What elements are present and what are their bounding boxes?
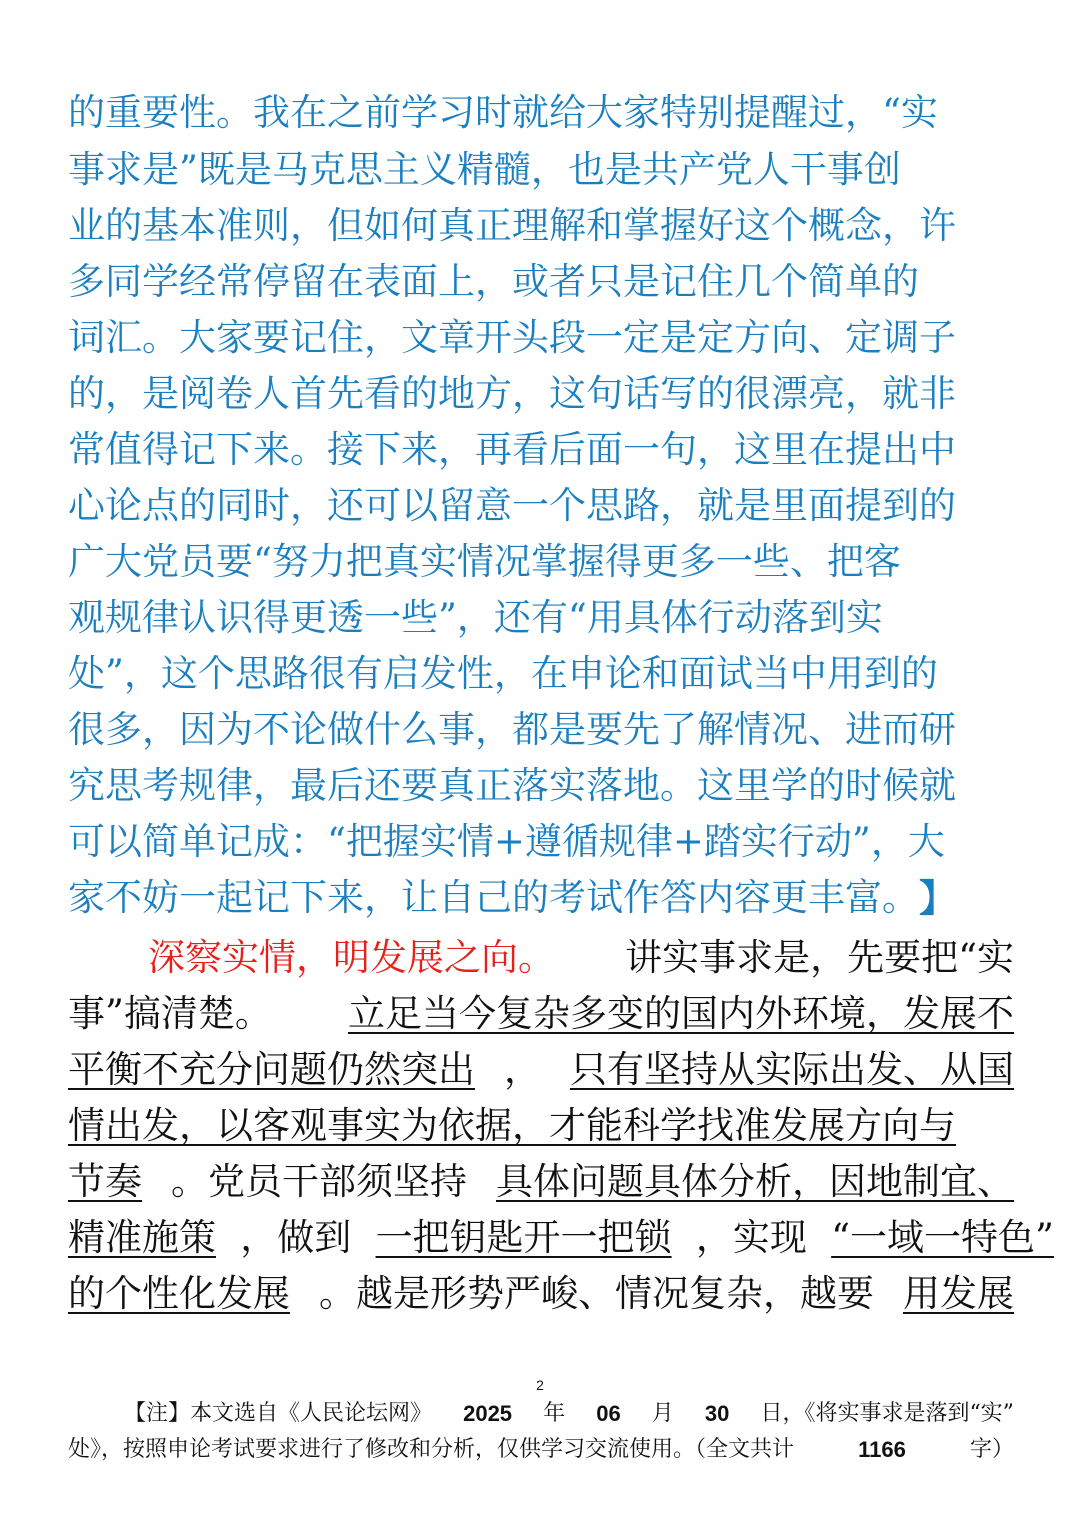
commentary-line — [68, 643, 1014, 705]
underlined-text: 立足当今复杂多变的国内外环境，发展不 — [348, 992, 1014, 1035]
commentary-line — [68, 195, 1014, 257]
footnote-word-count: 1166 — [858, 1437, 906, 1462]
footnote-year: 2025 — [463, 1401, 513, 1426]
article-line — [68, 1039, 1014, 1101]
article-line — [68, 1151, 1014, 1213]
commentary-text: 的，是阅卷人首先看的地方，这句话写的很漂亮，就非 — [68, 372, 956, 415]
commentary-line — [68, 139, 1014, 201]
closing-bracket: 】 — [919, 876, 956, 920]
commentary-line — [68, 867, 1014, 929]
underlined-text: 精准施策 — [68, 1216, 216, 1259]
section-heading: 深察实情，明发展之向。 — [148, 936, 555, 979]
commentary-text: 业的基本准则，但如何真正理解和掌握好这个概念，许 — [68, 204, 956, 247]
footnote-month: 06 — [596, 1401, 621, 1426]
commentary-line — [68, 755, 1014, 817]
commentary-line — [68, 587, 1014, 649]
commentary-text: 的重要性。我在之前学习时就给大家特别提醒过，“实 — [68, 91, 938, 134]
commentary-text: 心论点的同时，还可以留意一个思路，就是里面提到的 — [68, 484, 956, 527]
commentary-text: 词汇。大家要记住，文章开头段一定是定方向、定调子 — [68, 316, 956, 359]
commentary-text: 很多，因为不论做什么事，都是要先了解情况、进而研 — [68, 708, 956, 751]
footnote-text: 【注】本文选自《人民论坛网》 — [124, 1401, 433, 1426]
footnote-text: 年 — [543, 1401, 566, 1426]
underlined-text: 具体问题具体分析，因地制宜、 — [496, 1160, 1014, 1203]
footnote-text: 字） — [969, 1437, 1014, 1462]
commentary-line — [68, 475, 1014, 537]
commentary-line — [68, 699, 1014, 761]
footnote-line — [68, 1396, 1014, 1432]
commentary-text: 常值得记下来。接下来，再看后面一句，这里在提出中 — [68, 428, 956, 471]
footnote-day: 30 — [704, 1401, 730, 1426]
commentary-line — [68, 251, 1014, 313]
footnote-text: 月 — [651, 1401, 674, 1426]
underlined-text: 情出发，以客观事实为依据，才能科学找准发展方向与 — [68, 1104, 956, 1147]
commentary-text: 处”，这个思路很有启发性，在申论和面试当中用到的 — [68, 652, 938, 695]
commentary-text: 广大党员要“努力把真实情况掌握得更多一些、把客 — [68, 540, 901, 583]
commentary-line — [68, 419, 1014, 481]
article-line — [68, 1263, 1014, 1325]
article-text: 。党员干部须坚持 — [171, 1160, 467, 1203]
commentary-line — [68, 307, 1014, 369]
underlined-text: 只有坚持从实际出发、从国 — [570, 1048, 1014, 1091]
underlined-text: 的个性化发展 — [68, 1272, 290, 1315]
footnote-line — [68, 1432, 1014, 1468]
commentary-line — [68, 363, 1014, 425]
underlined-text: 节奏 — [68, 1160, 142, 1203]
commentary-line — [68, 531, 1014, 593]
commentary-text: 究思考规律，最后还要真正落实落地。这里学的时候就 — [68, 764, 956, 807]
article-text: ， — [504, 1048, 541, 1091]
commentary-text: 可以简单记成：“把握实情+遵循规律+踏实行动”，大 — [68, 820, 945, 863]
underlined-text: 一把钥匙开一把锁 — [375, 1216, 672, 1259]
commentary-text: 多同学经常停留在表面上，或者只是记住几个简单的 — [68, 260, 919, 303]
article-text: 。越是形势严峻、情况复杂，越要 — [319, 1272, 874, 1315]
commentary-text: 家不妨一起记下来，让自己的考试作答内容更丰富。 — [68, 876, 919, 919]
article-line — [68, 927, 1014, 989]
page-number: 2 — [536, 1377, 544, 1393]
article-text: 讲实事求是，先要把“实 — [625, 936, 1014, 979]
article-line — [68, 1095, 1014, 1157]
article-line — [68, 1207, 1054, 1269]
commentary-text: 事求是”既是马克思主义精髓，也是共产党人干事创 — [68, 148, 901, 191]
article-text: ，做到 — [240, 1216, 352, 1259]
underlined-text: 用发展 — [903, 1272, 1014, 1315]
footnote-text: 处》，按照申论考试要求进行了修改和分析，仅供学习交流使用。（全文共计 — [68, 1437, 795, 1462]
article-text: 事”搞清楚。 — [68, 992, 272, 1035]
footnote-text: 日，《将实事求是落到“实” — [760, 1401, 1014, 1426]
commentary-text: 观规律认识得更透一些”，还有“用具体行动落到实 — [68, 596, 883, 639]
underlined-text: “一域一特色” — [831, 1216, 1054, 1259]
commentary-line — [68, 811, 1014, 873]
underlined-text: 平衡不充分问题仍然突出 — [68, 1048, 475, 1091]
article-line — [68, 983, 1014, 1045]
article-text: ，实现 — [695, 1216, 807, 1259]
commentary-line — [68, 82, 1014, 144]
